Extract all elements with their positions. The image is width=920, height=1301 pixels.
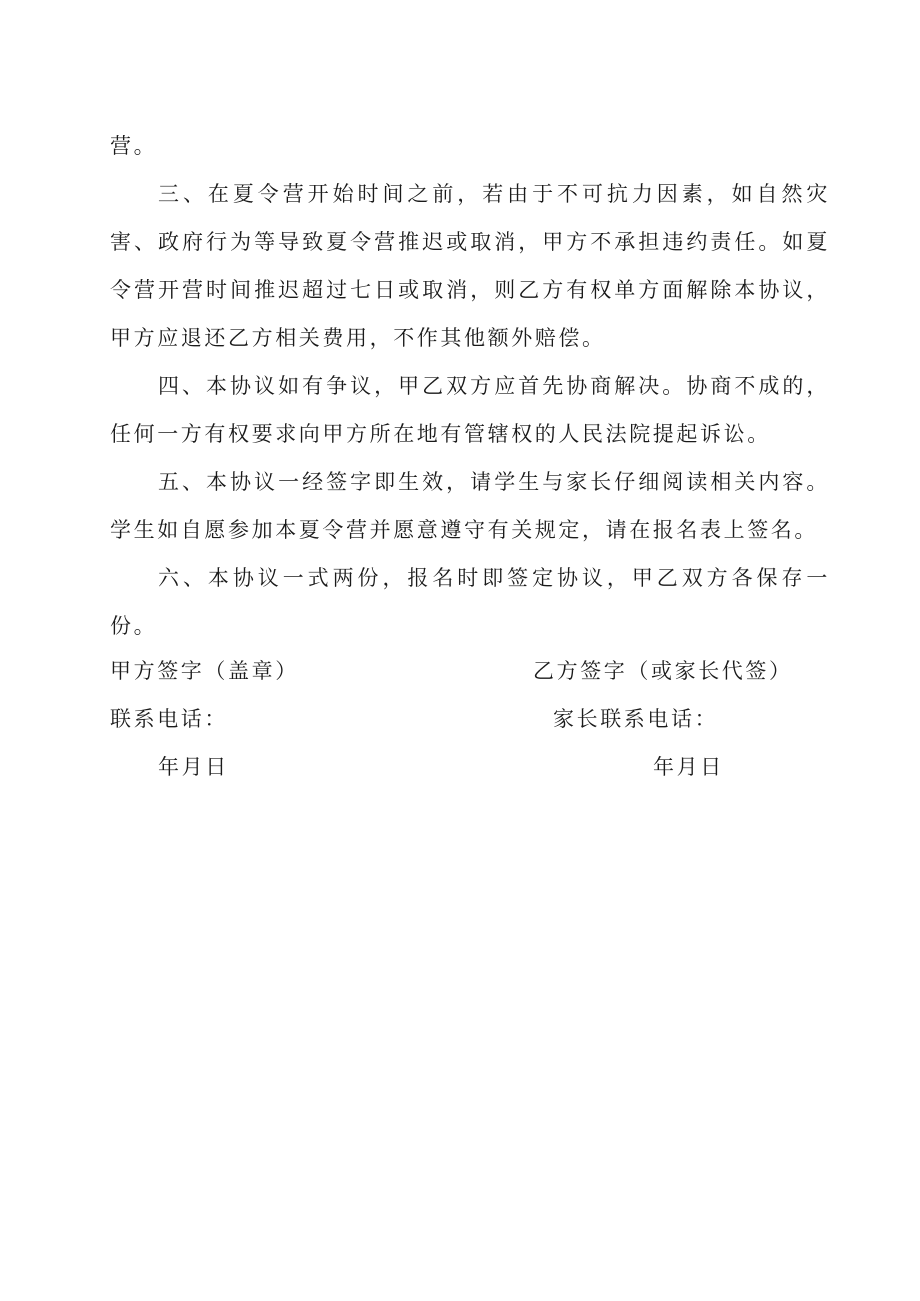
party-b-signature-label: 乙方签字（或家长代签） <box>533 659 793 683</box>
party-b-phone-label: 家长联系电话： <box>553 707 719 731</box>
party-b-signature-block <box>533 647 893 791</box>
party-a-phone-label: 联系电话： <box>110 707 228 731</box>
paragraph-continuation: 营。 <box>110 134 158 158</box>
party-b-date-label: 年月日 <box>653 755 724 779</box>
party-a-signature-label: 甲方签字（盖章） <box>110 659 299 683</box>
paragraph-clause-5: 五、本协议一经签字即生效，请学生与家长仔细阅读相关内容。学生如自愿参加本夏令营并愿意遵守有关规定，请在报名表上签名。 <box>110 470 830 542</box>
paragraph-clause-3: 三、在夏令营开始时间之前，若由于不可抗力因素，如自然灾害、政府行为等导致夏令营推迟或取消，甲方不承担违约责任。如夏令营开营时间推迟超过七日或取消，则乙方有权单方面解除本协议，甲方应退还乙方相关费用，不作其他额外赔偿。 <box>110 182 830 350</box>
paragraph-clause-6: 六、本协议一式两份，报名时即签定协议，甲乙双方各保存一份。 <box>110 566 830 638</box>
agreement-body <box>110 122 830 650</box>
party-a-date-label: 年月日 <box>158 755 229 779</box>
party-a-signature-block <box>110 647 490 791</box>
paragraph-clause-4: 四、本协议如有争议，甲乙双方应首先协商解决。协商不成的，任何一方有权要求向甲方所在地有管辖权的人民法院提起诉讼。 <box>110 374 830 446</box>
